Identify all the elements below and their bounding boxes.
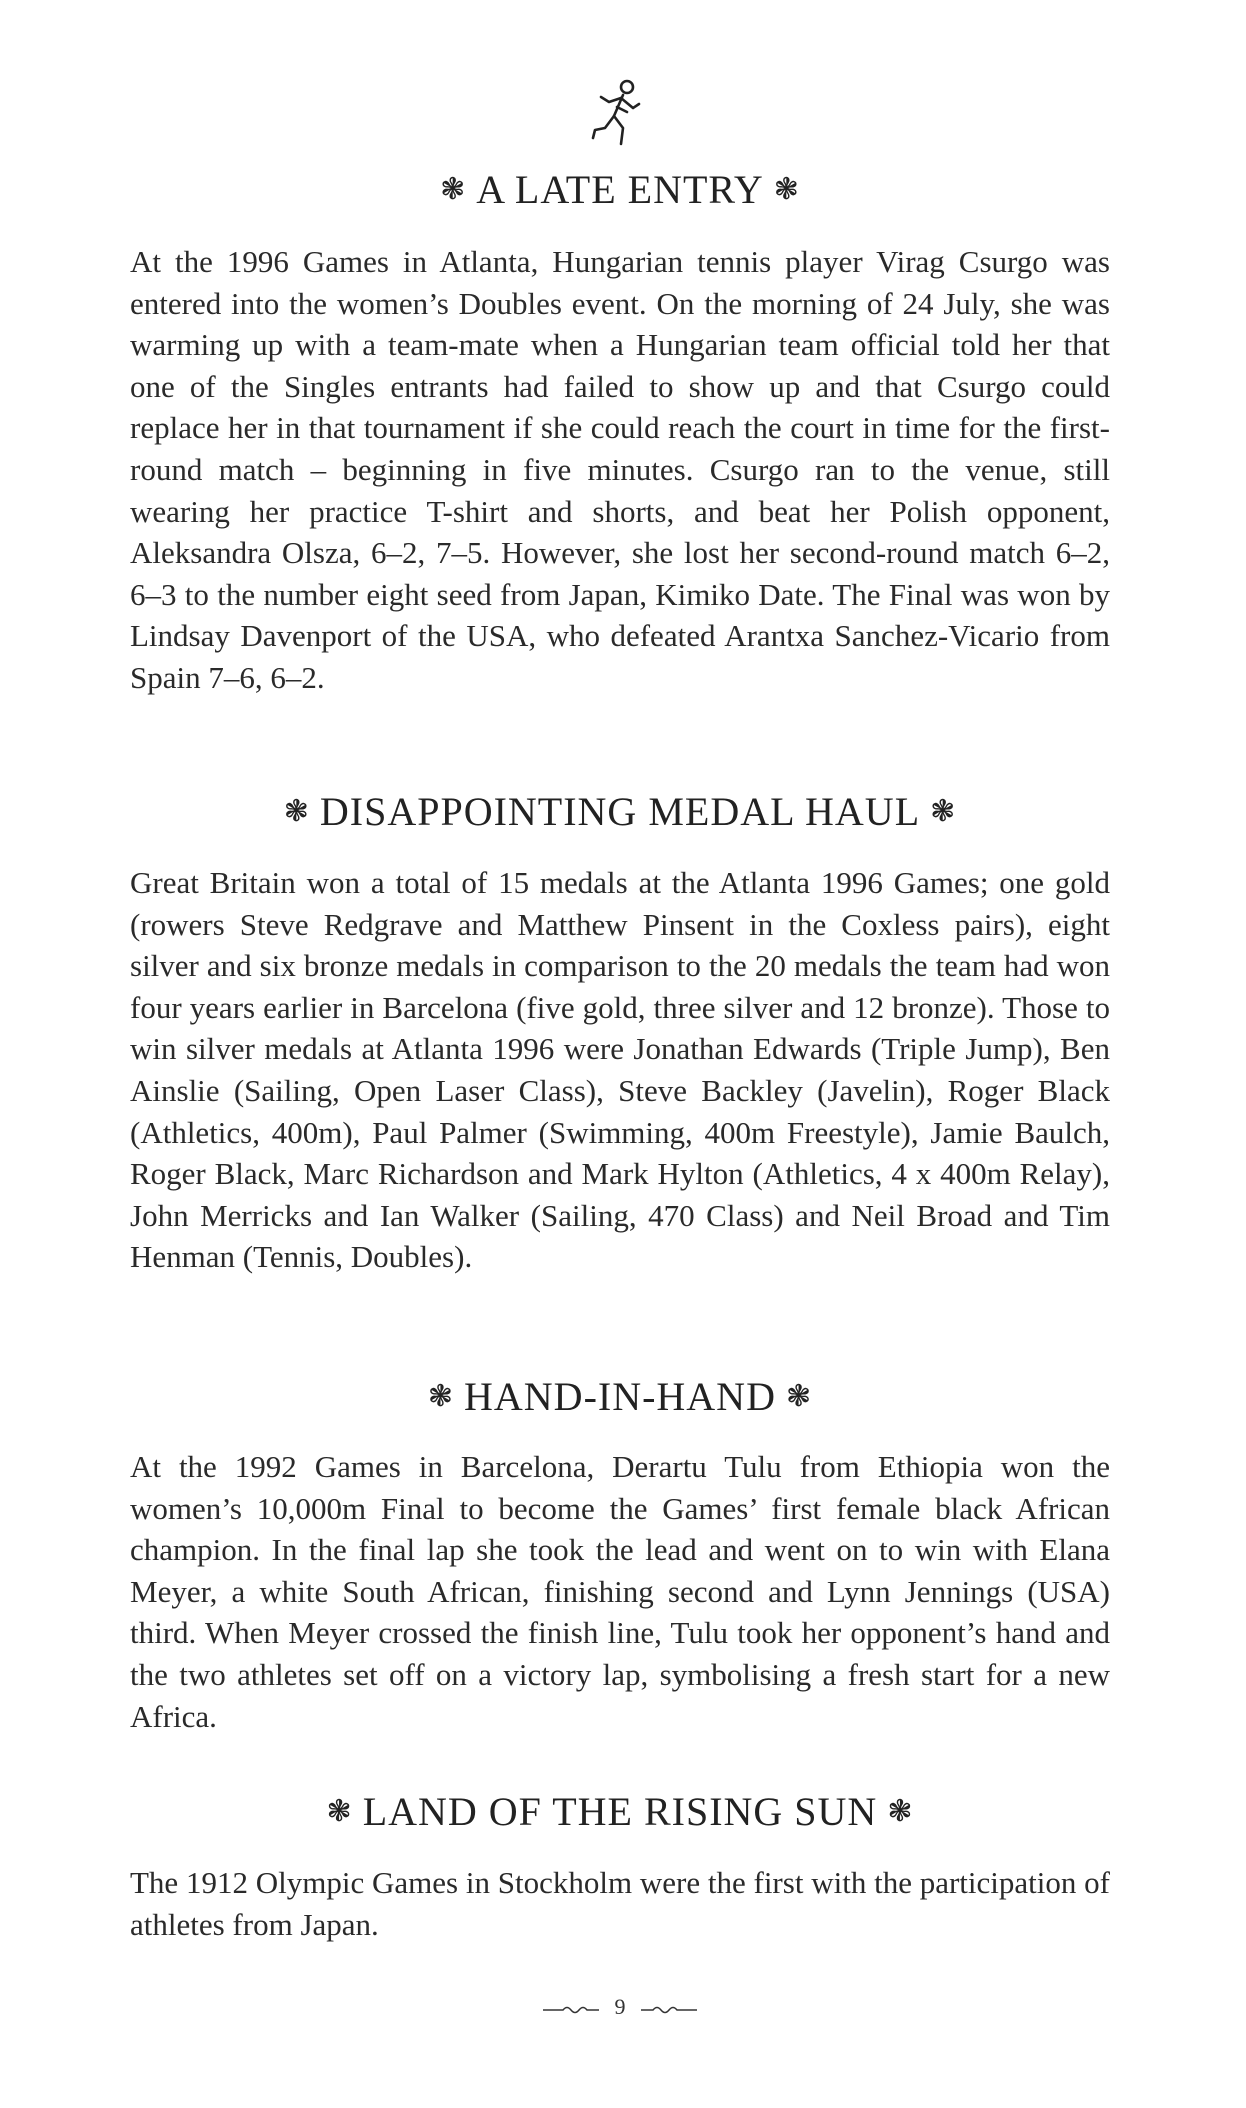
ornament-icon: ❃	[773, 173, 800, 206]
heading-text: A LATE ENTRY	[476, 167, 764, 212]
heading-text: LAND OF THE RISING SUN	[362, 1789, 878, 1834]
ornament-icon: ❃	[785, 1380, 813, 1413]
ornament-icon: ❃	[326, 1795, 353, 1828]
section-paragraph: At the 1996 Games in Atlanta, Hungarian tennis player Virag Csurgo was entered into the women’s Doubles event. On the morning of 24 July, she was warming up with a team-mate when a Hungarian team official told her that one of the Singles entrants had failed to show up and that Csurgo could replace her in that tournament if she could reach the court in time for the first-round match – beginning in five minutes. Csurgo ran to the venue, still wearing her practice T-shirt and shorts, and beat her Polish opponent, Aleksandra Olsza, 6–2, 7–5. However, she lost her second-round match 6–2, 6–3 to the number eight seed from Japan, Kimiko Date. The Final was won by Lindsay Davenport of the USA, who defeated Arantxa Sanchez-Vicario from Spain 7–6, 6–2.	[130, 244, 1110, 695]
section-heading	[130, 1788, 1110, 1835]
ornament-icon: ❃	[427, 1380, 455, 1413]
squiggle-dash-right	[639, 2003, 699, 2015]
section-heading	[130, 788, 1110, 835]
squiggle-dash-left	[541, 2003, 601, 2015]
ornament-icon: ❃	[283, 795, 310, 828]
ornament-icon: ❃	[440, 173, 467, 206]
page-number: 9	[614, 1994, 626, 2019]
section-heading	[130, 166, 1110, 213]
ornament-icon: ❃	[930, 795, 957, 828]
runner-icon	[587, 78, 643, 154]
page-footer	[130, 1994, 1110, 2020]
section-paragraph: The 1912 Olympic Games in Stockholm were the first with the participation of athletes from Japan.	[130, 1865, 1110, 1942]
section-heading	[130, 1373, 1110, 1420]
section-paragraph: At the 1992 Games in Barcelona, Derartu Tulu from Ethiopia won the women’s 10,000m Final to become the Games’ first female black African champion. In the final lap she took the lead and went on to win with Elana Meyer, a white South African, finishing second and Lynn Jennings (USA) third. When Meyer crossed the finish line, Tulu took her opponent’s hand and the two athletes set off on a victory lap, symbolising a fresh start for a new Africa.	[130, 1449, 1110, 1734]
heading-text: HAND-IN-HAND	[464, 1374, 776, 1419]
heading-text: DISAPPOINTING MEDAL HAUL	[319, 789, 921, 834]
section-paragraph: Great Britain won a total of 15 medals at the Atlanta 1996 Games; one gold (rowers Steve Redgrave and Matthew Pinsent in the Coxless pairs), eight silver and six bronze medals in comparison to the 20 medals the team had won four years earlier in Barcelona (five gold, three silver and 12 bronze). Those to win silver medals at Atlanta 1996 were Jonathan Edwards (Triple Jump), Ben Ainslie (Sailing, Open Laser Class), Steve Backley (Javelin), Roger Black (Athletics, 400m), Paul Palmer (Swimming, 400m Freestyle), Jamie Baulch, Roger Black, Marc Richardson and Mark Hylton (Athletics, 4 x 400m Relay), John Merricks and Ian Walker (Sailing, 470 Class) and Neil Broad and Tim Henman (Tennis, Doubles).	[130, 865, 1110, 1275]
ornament-icon: ❃	[887, 1795, 914, 1828]
